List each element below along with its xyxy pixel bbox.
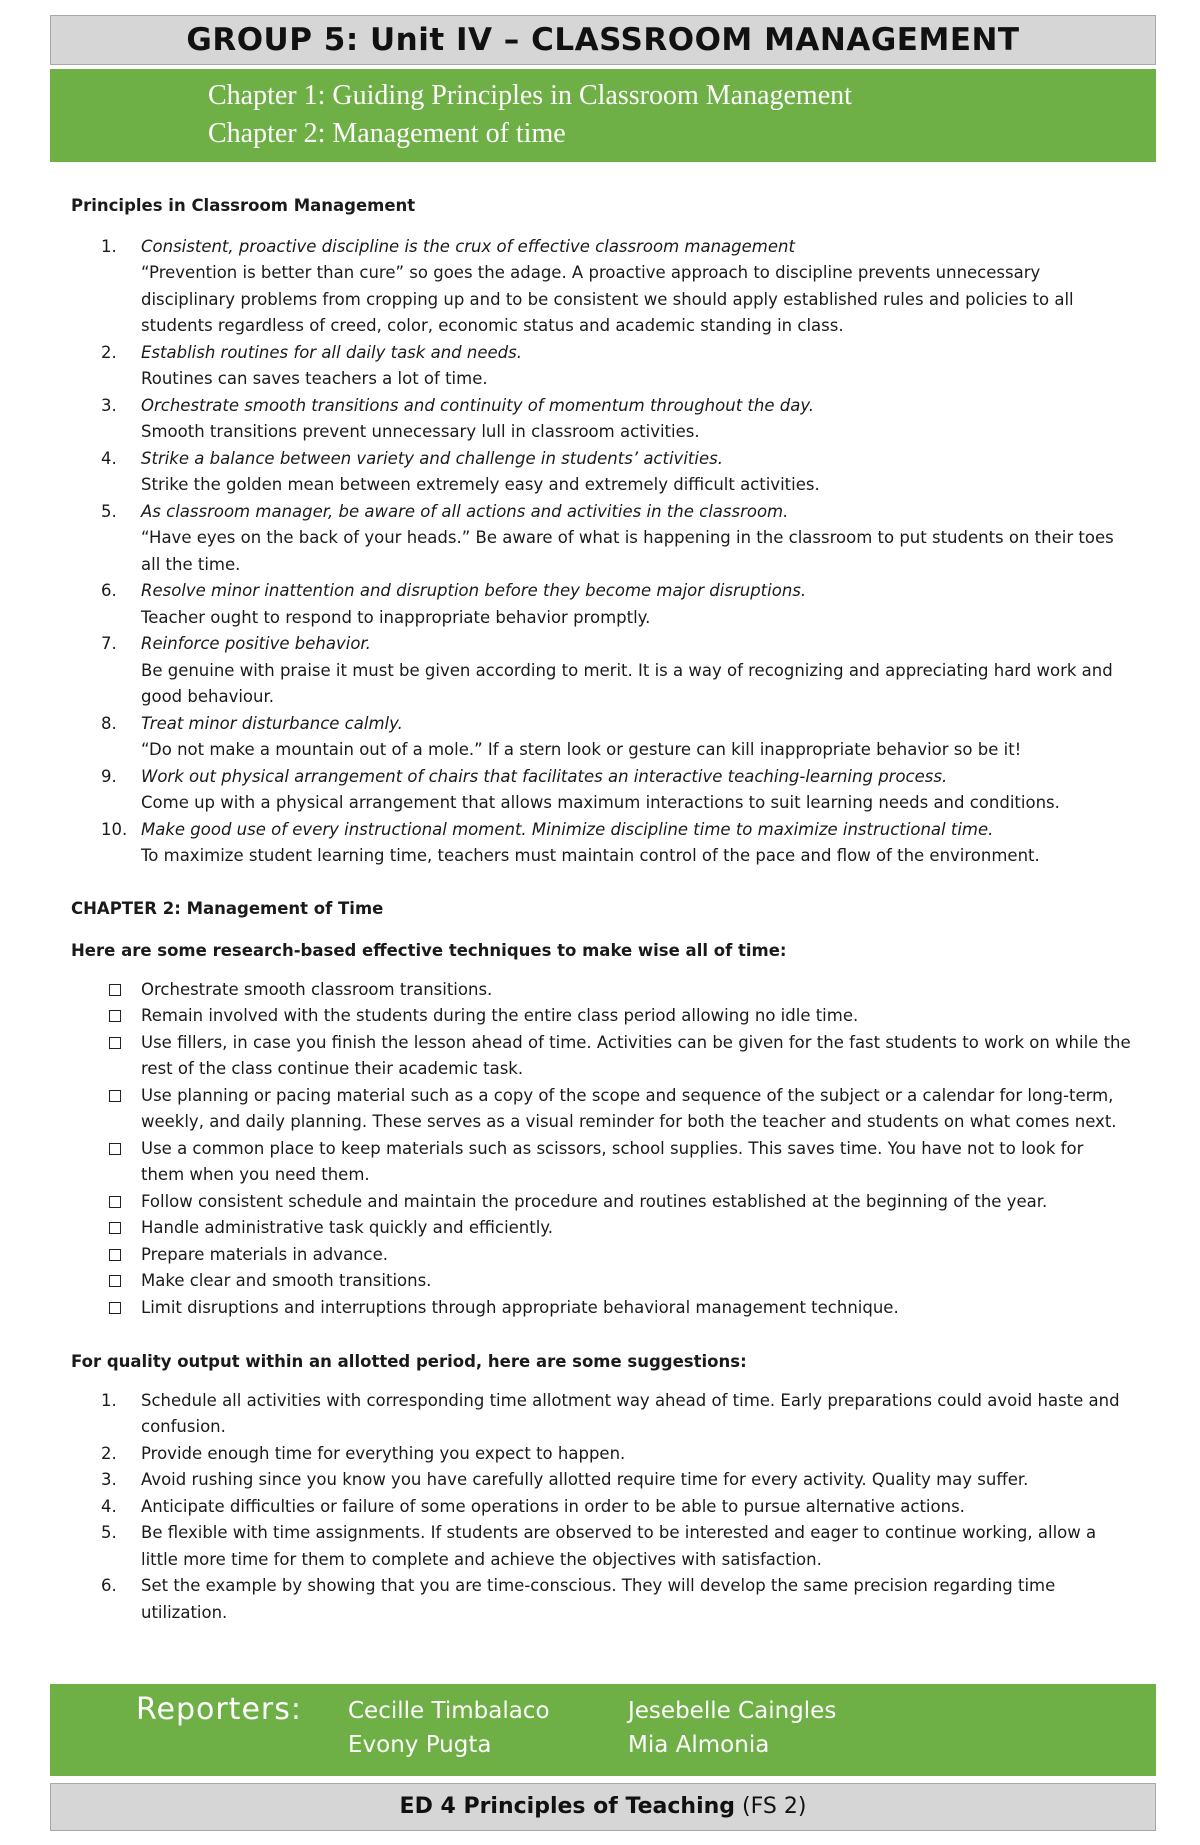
chapter-2-title: Chapter 2: Management of time [208, 118, 566, 149]
principle-title: Work out physical arrangement of chairs that facilitates an interactive teaching-learning process. [141, 766, 948, 786]
principle-body: Be genuine with praise it must be given according to merit. It is a way of recognizing and appreciating hard work and good behaviour. [141, 660, 1113, 706]
list-item [71, 340, 1131, 393]
checkbox-bullet-icon [109, 984, 121, 996]
list-item [71, 499, 1131, 579]
principle-body: “Prevention is better than cure” so goes the adage. A proactive approach to discipline prevents unnecessary disciplinary problems from cropping up and to be consistent we should apply established rules and policies to all students regardless of creed, color, economic status and academic standing in class. [141, 263, 1074, 335]
item-number: 6. [101, 581, 117, 600]
techniques-list [71, 977, 1131, 1322]
checkbox-bullet-icon [109, 1143, 121, 1155]
item-number: 5. [101, 1523, 117, 1542]
list-item [71, 764, 1131, 817]
technique-text: Make clear and smooth transitions. [141, 1271, 432, 1290]
course-footer [50, 1783, 1156, 1831]
technique-text: Use planning or pacing material such as a copy of the scope and sequence of the subject or a calendar for long-term, weekly, and daily planning. These serves as a visual reminder for both the teacher and students on what comes next. [141, 1085, 1117, 1131]
list-item [71, 1268, 1131, 1295]
principle-body: To maximize student learning time, teachers must maintain control of the pace and flow of the environment. [141, 846, 1040, 865]
list-item [71, 1030, 1131, 1083]
reporter-name: Mia Almonia [628, 1732, 770, 1758]
principle-title: Resolve minor inattention and disruption before they become major disruptions. [141, 581, 807, 600]
checkbox-bullet-icon [109, 1222, 121, 1234]
course-code: (FS 2) [742, 1794, 807, 1819]
list-item [71, 1520, 1131, 1573]
checkbox-bullet-icon [109, 1196, 121, 1208]
list-item [71, 1083, 1131, 1136]
principle-body: “Do not make a mountain out of a mole.” If a stern look or gesture can kill inappropriate behavior so be it! [141, 740, 1022, 759]
reporter-name: Evony Pugta [348, 1732, 492, 1758]
principle-title: Reinforce positive behavior. [141, 634, 371, 653]
suggestion-text: Anticipate difficulties or failure of some operations in order to be able to pursue alternative actions. [141, 1496, 965, 1516]
techniques-intro: Here are some research-based effective techniques to make wise all of time: [71, 941, 787, 960]
list-item [71, 1003, 1131, 1030]
list-item [71, 1189, 1131, 1216]
list-item [71, 1441, 1131, 1468]
suggestion-text: Provide enough time for everything you expect to happen. [141, 1443, 626, 1463]
principle-body: Routines can saves teachers a lot of time. [141, 369, 488, 388]
item-number: 1. [101, 236, 117, 256]
list-item [71, 1215, 1131, 1242]
item-number: 8. [101, 713, 117, 733]
suggestion-text: Avoid rushing since you know you have carefully allotted require time for every activity. Quality may suffer. [141, 1470, 1029, 1489]
technique-text: Remain involved with the students during the entire class period allowing no idle time. [141, 1006, 859, 1025]
principle-title: Orchestrate smooth transitions and continuity of momentum throughout the day. [141, 395, 815, 415]
item-number: 1. [101, 1390, 117, 1410]
item-number: 5. [101, 501, 117, 521]
item-number: 9. [101, 766, 117, 786]
principle-title: Strike a balance between variety and challenge in students’ activities. [141, 448, 723, 468]
suggestion-text: Be flexible with time assignments. If students are observed to be interested and eager to continue working, allow a little more time for them to complete and achieve the objectives with satisfaction. [141, 1523, 1097, 1569]
list-item [71, 1242, 1131, 1269]
principle-body: Strike the golden mean between extremely easy and extremely difficult activities. [141, 475, 820, 494]
technique-text: Handle administrative task quickly and efficiently. [141, 1218, 553, 1237]
chapter-banner [50, 69, 1156, 162]
checkbox-bullet-icon [109, 1037, 121, 1049]
list-item [71, 393, 1131, 446]
course-title: ED 4 Principles of Teaching [399, 1794, 736, 1819]
list-item [71, 977, 1131, 1004]
reporter-name: Cecille Timbalaco [348, 1698, 550, 1724]
item-number: 6. [101, 1576, 117, 1595]
checkbox-bullet-icon [109, 1275, 121, 1287]
list-item [71, 1494, 1131, 1521]
list-item [71, 1295, 1131, 1322]
list-item [71, 446, 1131, 499]
technique-text: Use a common place to keep materials such as scissors, school supplies. This saves time. You have not to look for them when you need them. [141, 1138, 1084, 1184]
item-number: 3. [101, 395, 117, 415]
technique-text: Orchestrate smooth classroom transitions. [141, 979, 493, 999]
reporters-label: Reporters: [136, 1692, 302, 1727]
technique-text: Use fillers, in case you finish the lesson ahead of time. Activities can be given for the fast students to work on while the rest of the class continue their academic task. [141, 1032, 1131, 1078]
principle-title: Treat minor disturbance calmly. [141, 713, 403, 733]
reporter-name: Jesebelle Caingles [628, 1698, 837, 1724]
list-item [71, 1136, 1131, 1189]
technique-text: Follow consistent schedule and maintain the procedure and routines established at the beginning of the year. [141, 1191, 1048, 1211]
item-number: 2. [101, 1443, 117, 1463]
document-title: GROUP 5: Unit IV – CLASSROOM MANAGEMENT [50, 15, 1156, 65]
item-number: 3. [101, 1470, 117, 1489]
suggestions-list [71, 1388, 1131, 1627]
chapter-1-title: Chapter 1: Guiding Principles in Classroom Management [208, 80, 852, 111]
principle-title: Make good use of every instructional moment. Minimize discipline time to maximize instructional time. [141, 819, 994, 839]
item-number: 4. [101, 1496, 117, 1516]
item-number: 7. [101, 634, 117, 653]
checkbox-bullet-icon [109, 1249, 121, 1261]
principle-title: Consistent, proactive discipline is the crux of effective classroom management [141, 236, 795, 256]
checkbox-bullet-icon [109, 1090, 121, 1102]
list-item [71, 578, 1131, 631]
list-item [71, 234, 1131, 340]
suggestions-heading: For quality output within an allotted period, here are some suggestions: [71, 1352, 747, 1371]
suggestion-text: Set the example by showing that you are time-conscious. They will develop the same precision regarding time utilization. [141, 1576, 1056, 1622]
main-content [71, 193, 1131, 1626]
principle-title: Establish routines for all daily task and needs. [141, 342, 522, 362]
list-item [71, 817, 1131, 870]
principles-list [71, 234, 1131, 870]
list-item [71, 1573, 1131, 1626]
technique-text: Prepare materials in advance. [141, 1244, 389, 1264]
principle-body: Come up with a physical arrangement that allows maximum interactions to suit learning needs and conditions. [141, 793, 1060, 812]
item-number: 10. [101, 819, 128, 839]
principles-heading: Principles in Classroom Management [71, 196, 416, 215]
list-item [71, 631, 1131, 711]
checkbox-bullet-icon [109, 1302, 121, 1314]
principle-body: Teacher ought to respond to inappropriate behavior promptly. [141, 607, 651, 627]
reporters-banner [50, 1684, 1156, 1776]
list-item [71, 1467, 1131, 1494]
chapter-2-heading: CHAPTER 2: Management of Time [71, 898, 384, 918]
technique-text: Limit disruptions and interruptions through appropriate behavioral management technique. [141, 1297, 899, 1317]
list-item [71, 1388, 1131, 1441]
list-item [71, 711, 1131, 764]
principle-title: As classroom manager, be aware of all actions and activities in the classroom. [141, 501, 789, 521]
suggestion-text: Schedule all activities with corresponding time allotment way ahead of time. Early preparations could avoid haste and confusion. [141, 1390, 1120, 1436]
item-number: 2. [101, 342, 117, 362]
item-number: 4. [101, 448, 117, 468]
principle-body: Smooth transitions prevent unnecessary lull in classroom activities. [141, 422, 700, 441]
checkbox-bullet-icon [109, 1010, 121, 1022]
principle-body: “Have eyes on the back of your heads.” Be aware of what is happening in the classroom to put students on their toes all the time. [141, 528, 1114, 574]
